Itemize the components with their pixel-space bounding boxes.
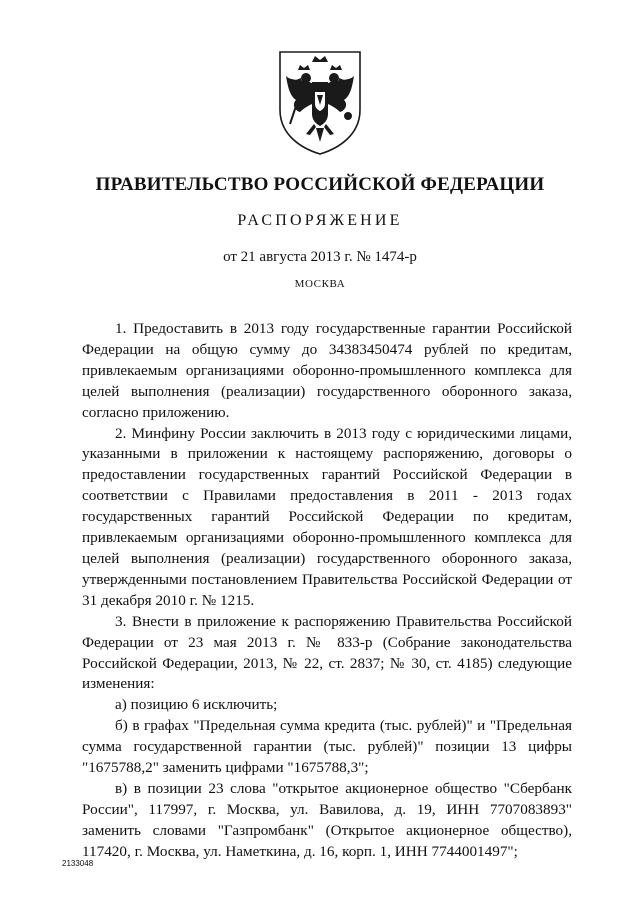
document-code: 2133048	[62, 859, 94, 868]
paragraph-2: 2. Минфину России заключить в 2013 году с юридическими лицами, указанными в приложении к настоящему распоряжению, договоры о предоставлении государственных гарантий Российской Федерации в соответствии с Правилами предоставления в 2011 - 2013 годах государственных гарантий Российской Федерации по кредитам, привлекаемым организациями оборонно-промышленного комплекса для целей выполнения (реализации) государственного оборонного заказа, утвержденными постановлением Правительства Российской Федерации от 31 декабря 2010 г. № 1215.	[82, 424, 572, 609]
paragraph-1: 1. Предоставить в 2013 году государственные гарантии Российской Федерации на общую сумму до 34383450474 рублей по кредитам, привлекаемым организациями оборонно-промышленного комплекса для целей выполнения (реализации) государственного оборонного заказа, согласно приложению.	[82, 320, 572, 421]
document-city: МОСКВА	[294, 278, 346, 290]
paragraph-3a: а) позицию 6 исключить;	[115, 696, 278, 714]
paragraph-3c: в) в позиции 23 слова "открытое акционерное общество "Сбербанк России", 117997, г. Москва, ул. Вавилова, д. 19, ИНН 7707083893" заменить словами "Газпромбанк" (Открытое акционерное общество), 117420, г. Москва, ул. Наметкина, д. 16, корп. 1, ИНН 7744001497";	[82, 779, 572, 860]
coat-of-arms-icon	[274, 48, 366, 156]
paragraph-3b: б) в графах "Предельная сумма кредита (тыс. рублей)" и "Предельная сумма государственной гарантии (тыс. рублей)" позиции 13 цифры "1675788,2" заменить цифрами "1675788,3";	[82, 717, 572, 777]
document-body	[82, 319, 572, 863]
paragraph-3: 3. Внести в приложение к распоряжению Правительства Российской Федерации от 23 мая 2013 г. № 833-р (Собрание законодательства Российской Федерации, 2013, № 22, ст. 2837; № 30, ст. 4185) следующие изменения:	[82, 612, 572, 693]
document-date-number: от 21 августа 2013 г. № 1474-р	[223, 249, 417, 265]
government-title: ПРАВИТЕЛЬСТВО РОССИЙСКОЙ ФЕДЕРАЦИИ	[95, 174, 545, 195]
document-type: РАСПОРЯЖЕНИЕ	[237, 212, 403, 229]
